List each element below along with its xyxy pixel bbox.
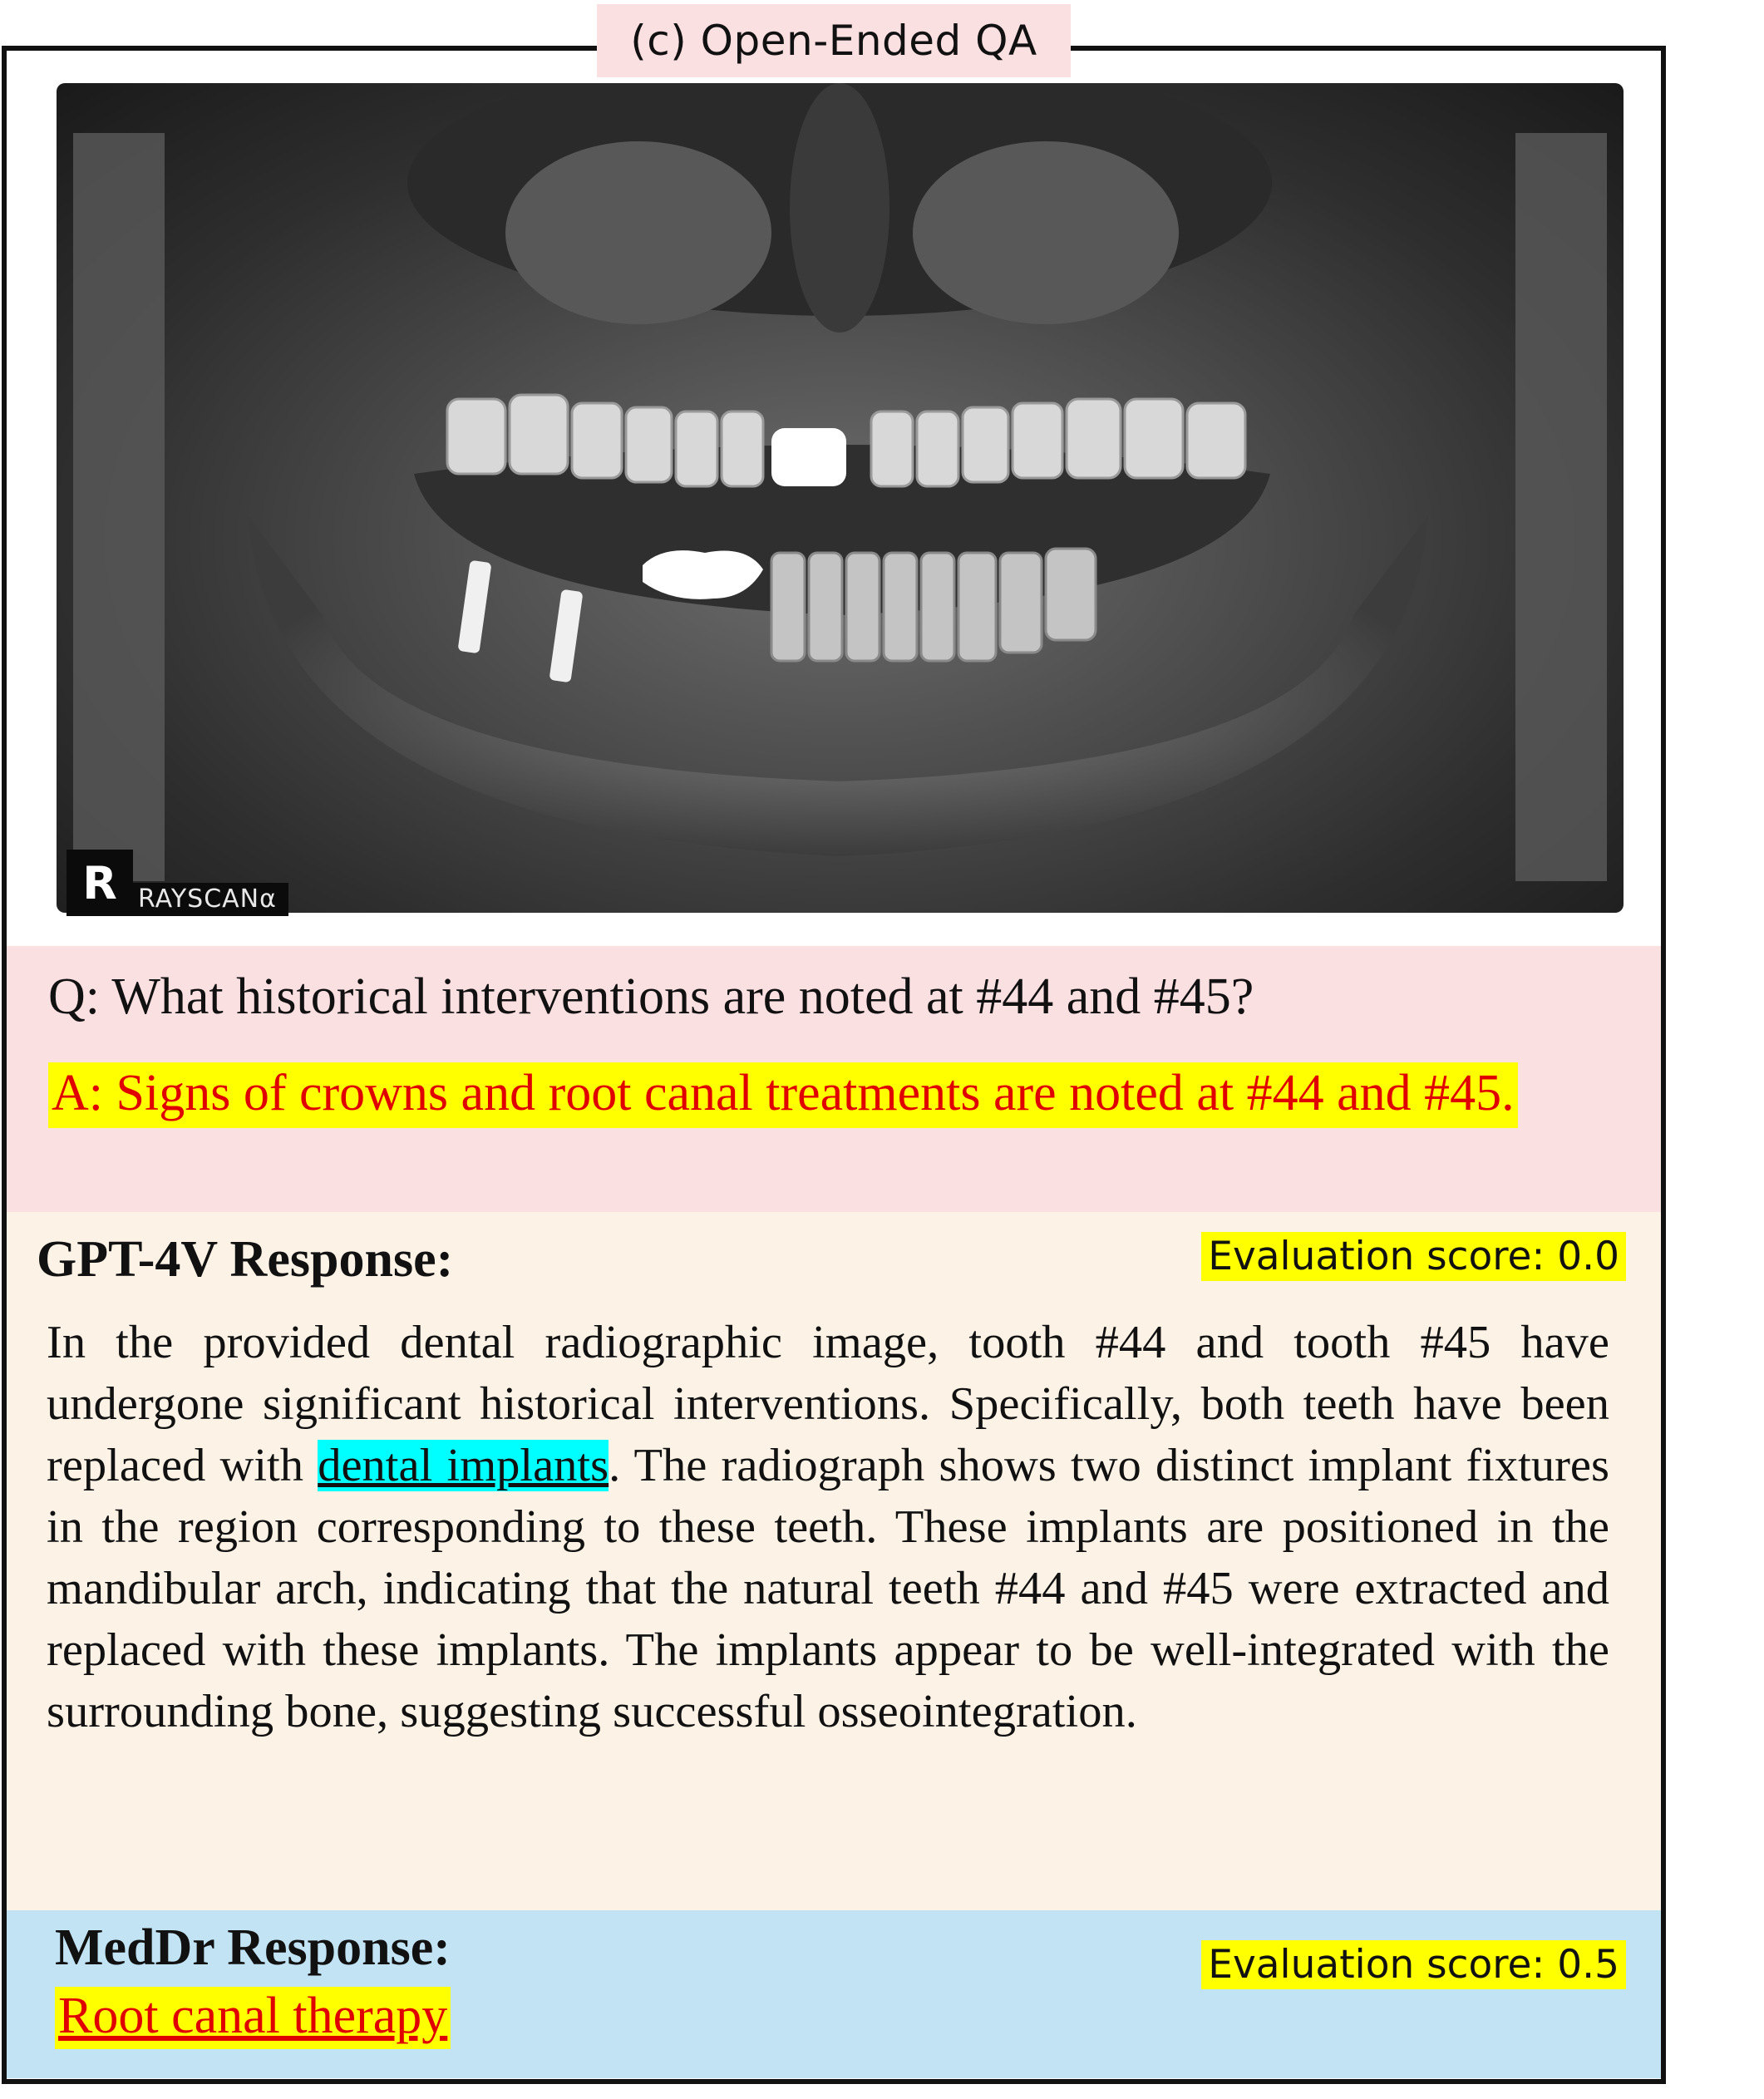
rayscan-logo-mark: R [67,850,133,916]
question-text: Q: What historical interventions are noted at #44 and #45? [48,968,1254,1025]
qa-section [7,946,1661,1212]
gpt4v-response-body [47,1312,1609,1742]
gpt4v-response-section [7,1212,1661,1910]
gpt4v-body-part-2: . The radiograph shows two distinct implant fixtures in the region corresponding to these teeth. These implants are positioned in the mandibular arch, indicating that the natural teeth #44 and #45 were extracted and replaced with these implants. The implants appear to be well-integrated with the surrounding bone, suggesting successful osseointegration. [47,1440,1609,1737]
gpt4v-evaluation-score: Evaluation score: 0.0 [1201,1232,1626,1281]
gpt4v-body-part-1: In the provided dental radiographic image, tooth #44 and tooth #45 have undergone significant historical interventions. Specifically, both teeth have been replaced with [47,1317,1609,1491]
meddr-response-section [7,1910,1661,2078]
meddr-answer: Root canal therapy [55,1987,451,2049]
gpt4v-heading: GPT-4V Response: [37,1231,454,1288]
meddr-heading: MedDr Response: [55,1919,451,1976]
meddr-evaluation-score: Evaluation score: 0.5 [1201,1940,1626,1989]
panel-title: (c) Open-Ended QA [597,4,1071,77]
xray-illustration [57,83,1624,913]
rayscan-logo-text: RAYSCANα [133,883,288,916]
answer-text: A: Signs of crowns and root canal treatments are noted at #44 and #45. [48,1062,1518,1128]
dental-xray-image [57,83,1624,913]
gpt4v-highlighted-phrase: dental implants [318,1440,609,1491]
